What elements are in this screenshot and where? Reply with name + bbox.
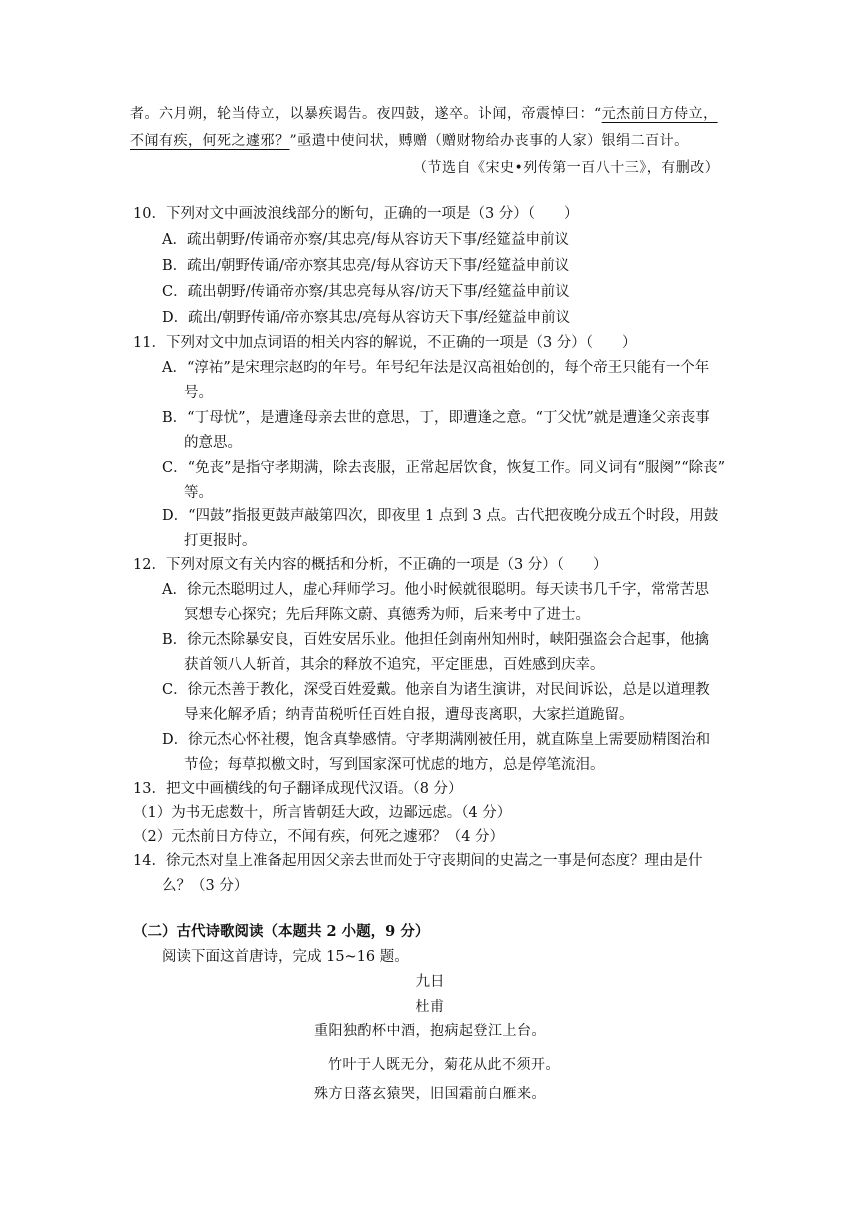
- question-11-option-a-cont: 号。: [184, 385, 213, 401]
- question-14-stem: 14．徐元杰对皇上准备起用因父亲去世而处于守丧期间的史嵩之一事是何态度？理由是什: [133, 853, 703, 869]
- question-13-stem: 13．把文中画横线的句子翻译成现代汉语。（8 分）: [133, 781, 463, 797]
- underlined-sentence: 元杰前日方侍立，: [601, 106, 718, 122]
- question-12-option-c: C．徐元杰善于教化，深受百姓爱戴。他亲自为诸生演讲，对民间诉讼，总是以道理教: [162, 682, 710, 698]
- question-10-option-c: C．疏出朝野/传诵帝亦察/其忠亮每从容/访天下事/经筵益申前议: [162, 284, 570, 300]
- poem-line-1: 重阳独酌杯中酒，抱病起登江上台。: [314, 1023, 546, 1039]
- question-11-option-b: B．“丁母忧”，是遭逢母亲去世的意思，丁，即遭逢之意。“丁父忧”就是遭逢父亲丧事: [162, 410, 710, 426]
- poem-title: 九日: [415, 974, 445, 990]
- section-instruction: 阅读下面这首唐诗，完成 15~16 题。: [162, 949, 409, 965]
- question-10-option-d: D．疏出/朝野传诵/帝亦察其忠/亮每从容访天下事/经筵益申前议: [162, 310, 571, 326]
- question-12-option-b: B．徐元杰除暴安良，百姓安居乐业。他担任剑南州知州时，峡阳强盗会合起事，他擒: [162, 632, 710, 648]
- question-12-option-d-cont: 节俭；每草拟檄文时，写到国家深可忧虑的地方，总是停笔流泪。: [184, 757, 605, 773]
- passage-text: ”亟遣中使问状，赙赠（赠财物给办丧事的人家）银绢二百计。: [289, 133, 689, 149]
- question-11-option-d-cont: 打更报时。: [184, 533, 257, 549]
- source-citation: （节选自《宋史•列传第一百八十三》，有删改）: [413, 160, 720, 176]
- poem-line-3: 殊方日落玄猿哭，旧国霜前白雁来。: [314, 1086, 546, 1102]
- question-12-option-c-cont: 导来化解矛盾；纳青苗税听任百姓自报，遭母丧离职，大家拦道跪留。: [184, 707, 634, 723]
- question-12-option-a-cont: 冥想专心探究；先后拜陈文蔚、真德秀为师，后来考中了进士。: [184, 607, 590, 623]
- passage-line-2: [130, 131, 689, 151]
- passage-line-1: [130, 104, 718, 124]
- poem-line-2: 竹叶于人既无分，菊花从此不须开。: [328, 1057, 560, 1073]
- question-10-stem: 10．下列对文中画波浪线部分的断句，正确的一项是（3 分）（ ）: [133, 206, 579, 222]
- question-12-option-d: D．徐元杰心怀社稷，饱含真挚感情。守孝期满刚被任用，就直陈皇上需要励精图治和: [162, 732, 711, 748]
- question-11-option-a: A．“淳祐”是宋理宗赵昀的年号。年号纪年法是汉高祖始创的，每个帝王只能有一个年: [162, 360, 710, 376]
- question-10-option-a: A．疏出朝野/传诵帝亦察/其忠亮/每从容访天下事/经筵益申前议: [162, 232, 570, 248]
- question-12-stem: 12．下列对原文有关内容的概括和分析，不正确的一项是（3 分）（ ）: [133, 557, 608, 573]
- question-11-stem: 11．下列对文中加点词语的相关内容的解说，不正确的一项是（3 分）（ ）: [133, 335, 637, 351]
- question-11-option-c: C．“免丧”是指守孝期满，除去丧服，正常起居饮食，恢复工作。同义词有“服阕”“除丧”: [162, 460, 726, 476]
- question-12-option-a: A．徐元杰聪明过人，虚心拜师学习。他小时候就很聪明。每天读书几千字，常常苦思: [162, 582, 709, 598]
- question-11-option-d: D．“四鼓”指报更鼓声敲第四次，即夜里 1 点到 3 点。古代把夜晚分成五个时段，用鼓: [162, 508, 719, 524]
- question-11-option-b-cont: 的意思。: [184, 435, 242, 451]
- passage-text: 者。六月朔，轮当侍立，以暴疾谒告。夜四鼓，遂卒。讣闻，帝震悼曰：“: [130, 106, 602, 122]
- underlined-sentence: 不闻有疾，何死之遽邪？: [130, 133, 290, 149]
- question-13-sentence-2: （2）元杰前日方侍立，不闻有疾，何死之遽邪？（4 分）: [133, 829, 505, 845]
- question-10-option-b: B．疏出/朝野传诵/帝亦察其忠亮/每从容访天下事/经筵益申前议: [162, 258, 570, 274]
- question-12-option-b-cont: 获首领八人斩首，其余的释放不追究，平定匪患，百姓感到庆幸。: [184, 657, 605, 673]
- question-14-stem-cont: 么？（3 分）: [162, 878, 249, 894]
- question-13-sentence-1: （1）为书无虑数十，所言皆朝廷大政，边鄙远虑。（4 分）: [133, 805, 512, 821]
- poem-author: 杜甫: [415, 999, 445, 1015]
- section-heading: （二）古代诗歌阅读（本题共 2 小题，9 分）: [133, 923, 430, 940]
- question-11-option-c-cont: 等。: [184, 485, 213, 501]
